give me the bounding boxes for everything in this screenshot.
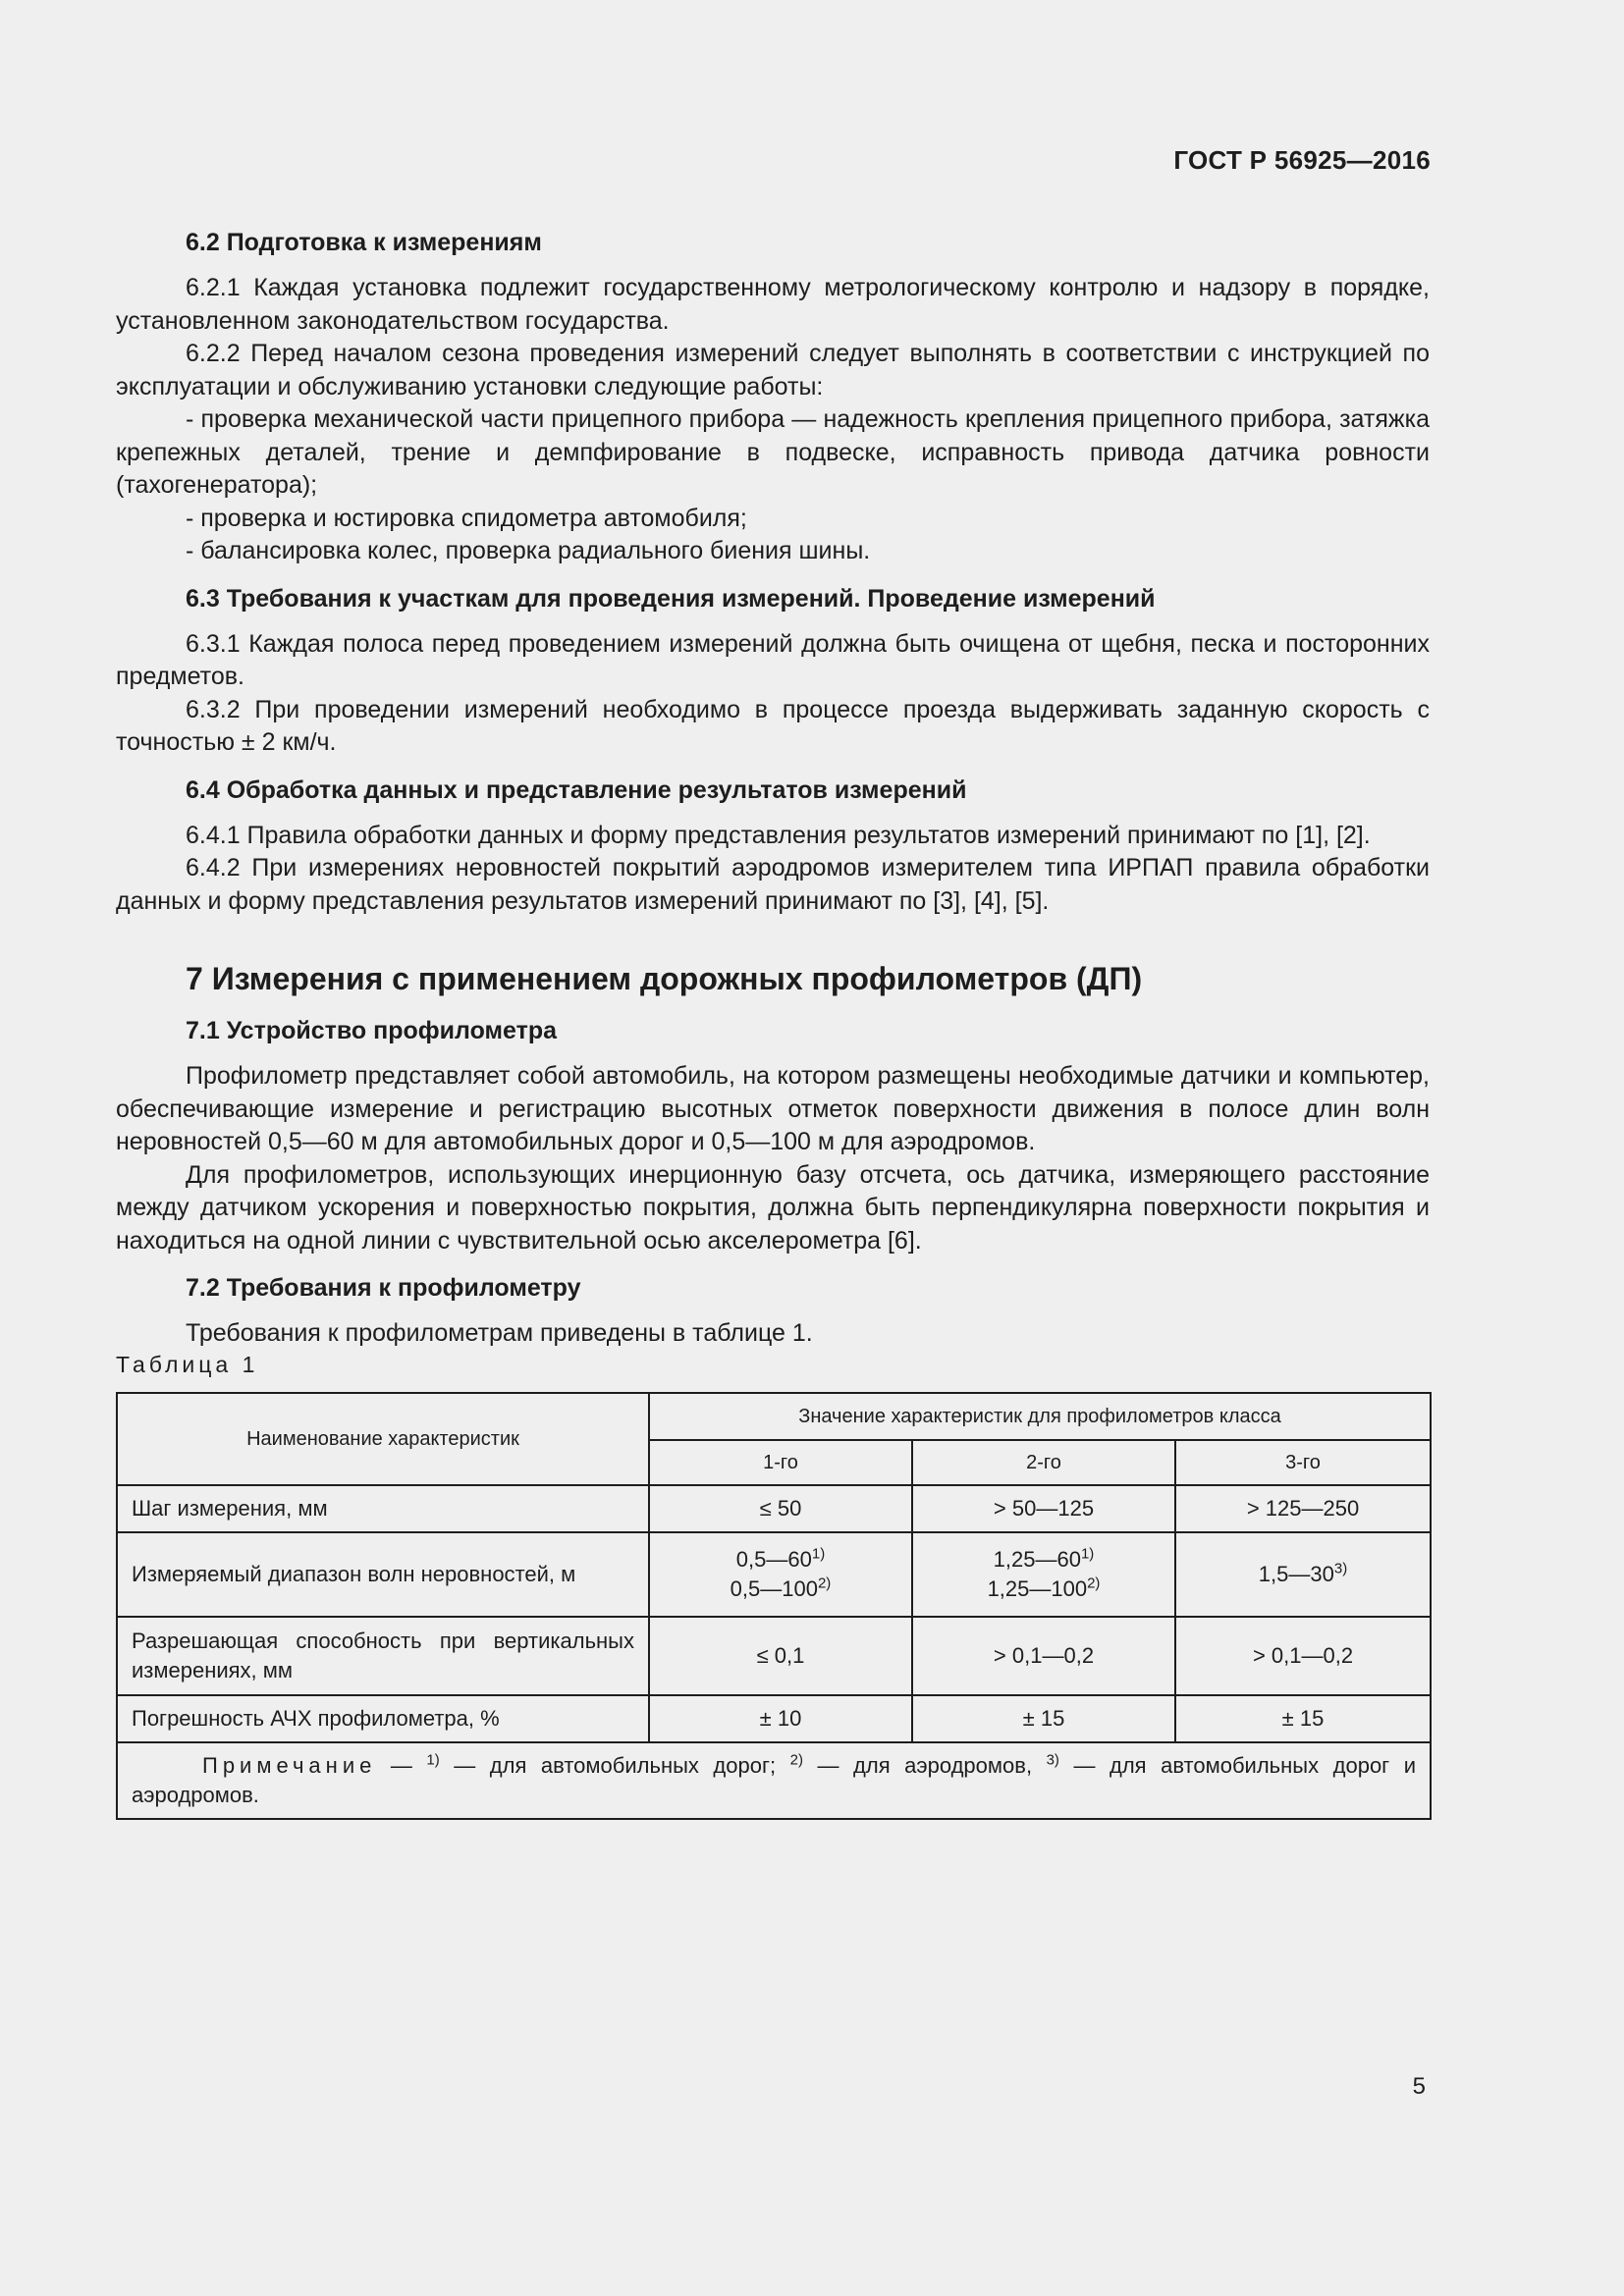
cell-value (1175, 1532, 1431, 1617)
footnote-mark: 3) (1046, 1751, 1059, 1769)
row-name: Шаг измерения, мм (117, 1485, 649, 1532)
row-name: Измеряемый диапазон волн неровностей, м (117, 1532, 649, 1617)
row-name: Погрешность АЧХ профилометра, % (117, 1695, 649, 1742)
range-value: 0,5—60 (735, 1546, 812, 1572)
header-class-values: Значение характеристик для профилометров класса (649, 1393, 1431, 1440)
section-6-4-title: 6.4 Обработка данных и представление результатов измерений (186, 775, 967, 804)
table-row (117, 1532, 1431, 1617)
list-item: - проверка механической части прицепного прибора — надежность крепления прицепного прибора, затяжка крепежных деталей, трение и демпфирование в подвеске, исправность привода датчика ровности (тахогенератора); (116, 405, 1430, 499)
paragraph-7-1-a: Профилометр представляет собой автомобиль, на котором размещены необходимые датчики и компьютер, обеспечивающие измерение и регистрацию высотных отметок поверхности движения в полосе длин волн неровностей 0,5—60 м для автомобильных дорог и 0,5—100 м для аэродромов. (116, 1062, 1430, 1155)
section-7-2-title: 7.2 Требования к профилометру (186, 1274, 581, 1302)
cell-value: > 0,1—0,2 (1175, 1617, 1431, 1695)
footnote-mark: 1) (1080, 1545, 1095, 1563)
table-row (117, 1617, 1431, 1695)
paragraph-6-3-2: 6.3.2 При проведении измерений необходимо в процессе проезда выдерживать заданную скорость с точностью ± 2 км/ч. (116, 695, 1430, 756)
footnote-mark: 2) (817, 1575, 832, 1592)
paragraph-6-2-2: 6.2.2 Перед началом сезона проведения измерений следует выполнять в соответствии с инструкцией по эксплуатации и обслуживанию установки следующие работы: (116, 340, 1430, 400)
section-7-1-title: 7.1 Устройство профилометра (186, 1017, 558, 1044)
paragraph-6-3-1: 6.3.1 Каждая полоса перед проведением измерений должна быть очищена от щебня, песка и посторонних предметов. (116, 629, 1430, 690)
range-value: 1,25—60 (993, 1546, 1081, 1572)
table-note: Примечание — $^{1)}$ — для автомобильных дорог; $^{2)}$ — для аэродромов, $^{3)}$ — для автомобильных дорог и аэродромов. (117, 1742, 1431, 1819)
page-content (116, 226, 1430, 1820)
paragraph-6-2-1: 6.2.1 Каждая установка подлежит государственному метрологическому контролю и надзору в порядке, установленном законодательством государства. (116, 274, 1430, 335)
paragraph-7-1-b: Для профилометров, использующих инерционную базу отсчета, ось датчика, измеряющего расстояние между датчиком ускорения и поверхностью покрытия, должна быть перпендикулярна поверхности покрытия и находиться на одной линии с чувствительной осью акселерометра [6]. (116, 1160, 1430, 1255)
range-value: 0,5—100 (730, 1575, 818, 1601)
section-6-2-title: 6.2 Подготовка к измерениям (186, 229, 542, 256)
table-row (117, 1485, 1431, 1532)
paragraph-7-2: Требования к профилометрам приведены в таблице 1. (186, 1319, 813, 1347)
cell-value: > 0,1—0,2 (912, 1617, 1175, 1695)
note-text: — для автомобильных дорог и аэродромов. (132, 1752, 1417, 1807)
table-row (117, 1695, 1431, 1742)
cell-value: ≤ 0,1 (649, 1617, 912, 1695)
header-class-2: 2-го (912, 1440, 1175, 1485)
paragraph-6-4-1: 6.4.1 Правила обработки данных и форму представления результатов измерений принимают по [1], [2]. (186, 821, 1371, 849)
range-value: 1,5—30 (1258, 1561, 1334, 1586)
cell-value: ± 10 (649, 1695, 912, 1742)
table-caption: Таблица 1 (116, 1351, 259, 1377)
table-header-row (117, 1393, 1431, 1440)
note-label: Примечание (202, 1752, 377, 1778)
cell-value: ≤ 50 (649, 1485, 912, 1532)
cell-value (912, 1532, 1175, 1617)
range-value: 1,25—100 (987, 1575, 1088, 1601)
cell-value: ± 15 (912, 1695, 1175, 1742)
header-class-3: 3-го (1175, 1440, 1431, 1485)
table-note-row (117, 1742, 1431, 1819)
footnote-mark: 1) (811, 1545, 826, 1563)
note-text: — для аэродромов, (802, 1752, 1047, 1778)
page-number: 5 (1412, 2073, 1426, 2100)
section-6-3-title: 6.3 Требования к участкам для проведения измерений. Проведение измерений (186, 584, 1156, 613)
footnote-mark: 1) (426, 1751, 440, 1769)
row-name: Разрешающая способность при вертикальных измерениях, мм (117, 1617, 649, 1695)
list-item: - проверка и юстировка спидометра автомобиля; (186, 504, 747, 532)
list-item: - балансировка колес, проверка радиального биения шины. (186, 537, 871, 564)
cell-value: ± 15 (1175, 1695, 1431, 1742)
header-characteristic-name: Наименование характеристик (117, 1393, 649, 1485)
cell-value: > 50—125 (912, 1485, 1175, 1532)
note-text: — для автомобильных дорог; (439, 1752, 790, 1778)
footnote-mark: 2) (1087, 1575, 1101, 1592)
cell-value: > 125—250 (1175, 1485, 1431, 1532)
paragraph-6-4-2: 6.4.2 При измерениях неровностей покрытий аэродромов измерителем типа ИРПАП правила обработки данных и форму представления результатов измерений принимают по [3], [4], [5]. (116, 854, 1430, 915)
cell-value (649, 1532, 912, 1617)
section-7-title: 7 Измерения с применением дорожных профилометров (ДП) (186, 961, 1143, 996)
header-class-1: 1-го (649, 1440, 912, 1485)
requirements-table (116, 1392, 1432, 1820)
document-id-header: ГОСТ Р 56925—2016 (1173, 145, 1431, 175)
footnote-mark: 3) (1333, 1560, 1348, 1577)
footnote-mark: 2) (789, 1751, 803, 1769)
